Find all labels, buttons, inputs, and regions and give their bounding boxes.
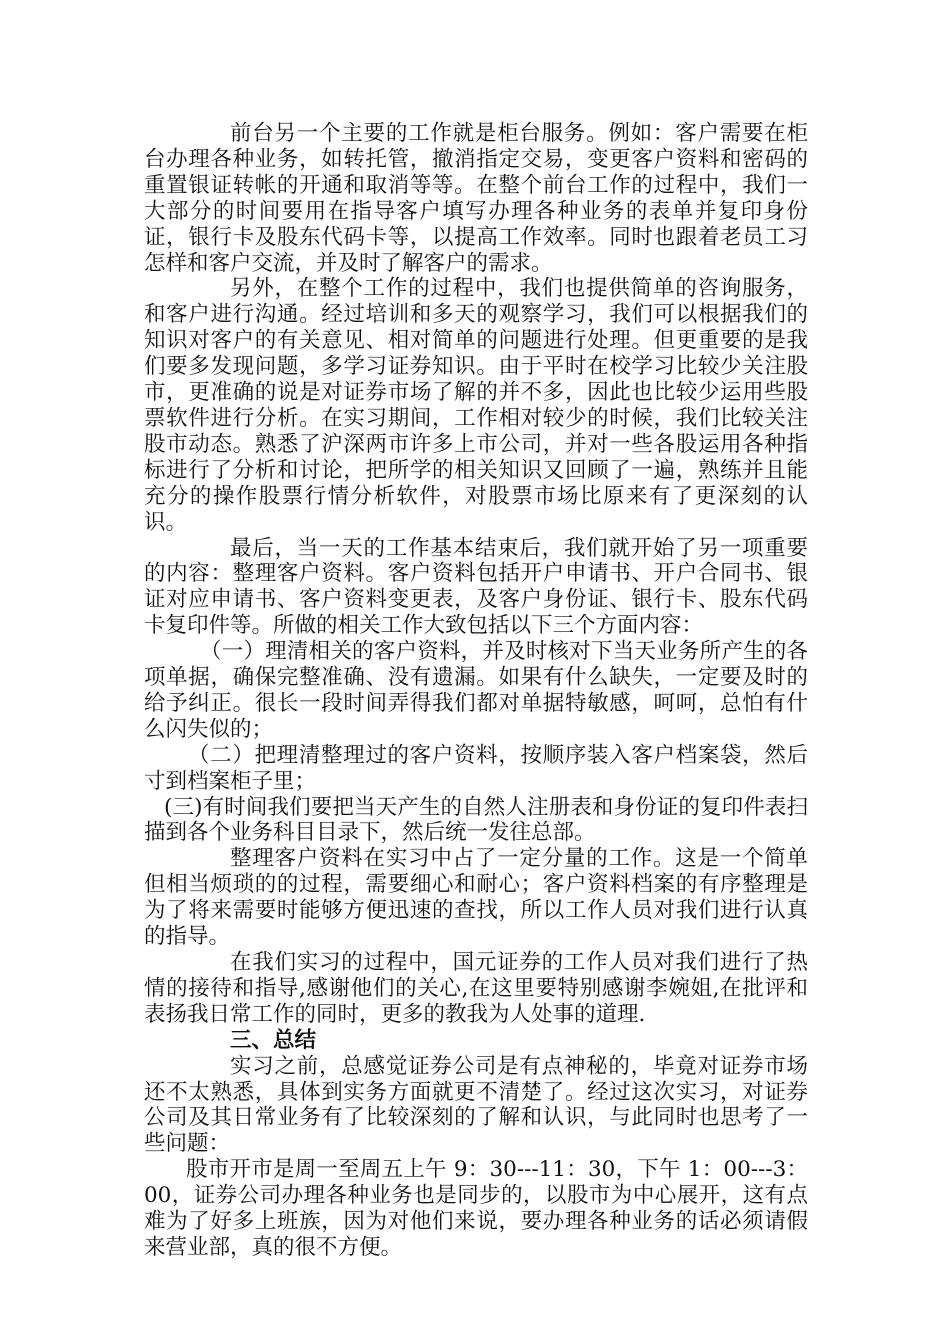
- paragraph-thanks: 在我们实习的过程中，国元证券的工作人员对我们进行了热情的接待和指导,感谢他们的关心,在这里要特别感谢李婉姐,在批评和表扬我日常工作的同时，更多的教我为人处事的道理.: [144, 950, 808, 1027]
- paragraph-organize-intro: 最后，当一天的工作基本结束后，我们就开始了另一项重要的内容：整理客户资料。客户资料包括开户申请书、开户合同书、银证对应申请书、客户资料变更表，及客户身份证、银行卡、股东代码卡复印件等。所做的相关工作大致包括以下三个方面内容：: [144, 535, 808, 639]
- list-item-three: (三)有时间我们要把当天产生的自然人注册表和身份证的复印件表扫描到各个业务科目目录下，然后统一发往总部。: [144, 794, 808, 846]
- document-body: [144, 121, 808, 1261]
- paragraph-counter-service: 前台另一个主要的工作就是柜台服务。例如：客户需要在柜台办理各种业务，如转托管，撤消指定交易，变更客户资料和密码的重置银证转帐的开通和取消等等。在整个前台工作的过程中，我们一大部分的时间要用在指导客户填写办理各种业务的表单并复印身份证，银行卡及股东代码卡等，以提高工作效率。同时也跟着老员工习怎样和客户交流，并及时了解客户的需求。: [144, 121, 808, 276]
- section-heading: 三、总结: [230, 1027, 317, 1053]
- paragraph-market-hours: 股市开市是周一至周五上午 9：30---11：30，下午 1：00---3：00，证券公司办理各种业务也是同步的，以股市为中心展开，这有点难为了好多上班族，因为对他们来说，要办理各种业务的话必须请假来营业部，真的很不方便。: [144, 1157, 808, 1260]
- list-item-one: （一）理清相关的客户资料，并及时核对下当天业务所产生的各项单据，确保完整准确、没有遗漏。如果有什么缺失，一定要及时的给予纠正。很长一段时间弄得我们都对单据特敏感，呵呵，总怕有什么闪失似的；: [144, 639, 808, 742]
- paragraph-consulting: 另外，在整个工作的过程中，我们也提供简单的咨询服务，和客户进行沟通。经过培训和多天的观察学习，我们可以根据我们的知识对客户的有关意见、相对简单的问题进行处理。但更重要的是我们要多发现问题，多学习证券知识。由于平时在校学习比较少关注股市，更准确的说是对证券市场了解的并不多，因此也比较少运用些股票软件进行分析。在实习期间，工作相对较少的时候，我们比较关注股市动态。熟悉了沪深两市许多上市公司，并对一些各股运用各种指标进行了分析和讨论，把所学的相关知识又回顾了一遍，熟练并且能充分的操作股票行情分析软件，对股票市场比原来有了更深刻的认识。: [144, 276, 808, 535]
- paragraph-conclusion: 实习之前，总感觉证券公司是有点神秘的，毕竟对证券市场还不太熟悉，具体到实务方面就更不清楚了。经过这次实习，对证券公司及其日常业务有了比较深刻的了解和认识，与此同时也思考了一些问题：: [144, 1053, 808, 1157]
- paragraph-organize-summary: 整理客户资料在实习中占了一定分量的工作。这是一个简单但相当烦琐的的过程，需要细心和耐心；客户资料档案的有序整理是为了将来需要时能够方便迅速的查找，所以工作人员对我们进行认真的指导。: [144, 846, 808, 950]
- list-item-two: （二）把理清整理过的客户资料，按顺序装入客户档案袋，然后寸到档案柜子里；: [144, 742, 808, 794]
